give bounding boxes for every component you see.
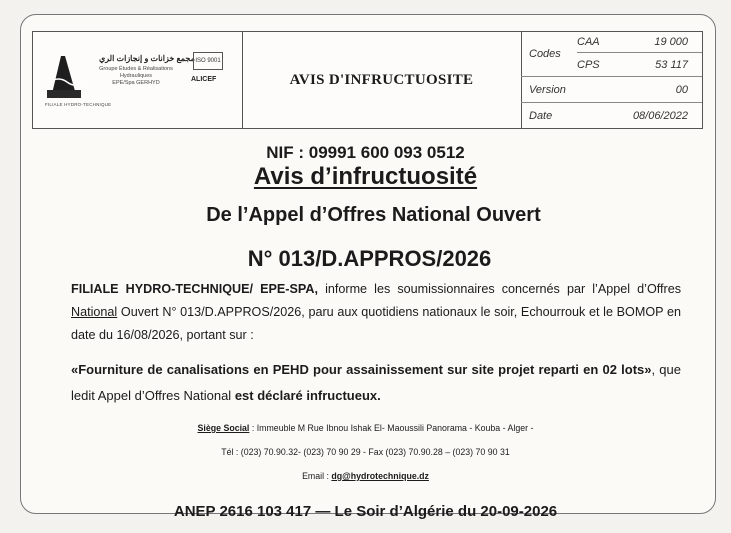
header-title: AVIS D'INFRUCTUOSITE (242, 32, 522, 128)
notice-paragraph-2: «Fourniture de canalisations en PEHD pour assainissement sur site projet reparti en 02 lots», que ledit Appel d’Offres National est déclaré infructueux. (71, 362, 681, 403)
logo-arabic-name: مجمع خزانات و إنجازات الري (99, 54, 195, 63)
publication-footer: ANEP 2616 103 417 — Le Soir d’Algérie du 20-09-2026 (173, 503, 558, 520)
notice-subtitle: De l’Appel d’Offres National Ouvert (206, 204, 541, 226)
company-logo-icon (47, 52, 81, 98)
head-office-address: Siège Social : Immeuble M Rue Ibnou Ishak El- Maoussili Panorama - Kouba - Alger - (197, 423, 534, 433)
email-line: Email : dg@hydrotechnique.dz (302, 471, 429, 481)
company-logo-block (33, 32, 243, 128)
nif-number: NIF : 09991 600 093 0512 (266, 143, 465, 162)
tender-reference: N° 013/D.APPROS/2026 (247, 246, 492, 271)
notice-paragraph-1: FILIALE HYDRO-TECHNIQUE/ EPE-SPA, informe les soumissionnaires concernés par l’Appel d’Offres National Ouvert N° 013/D.APPROS/2026, paru aux quotidiens nationaux le soir, Echourrouk et le BOMOP en date du 16/08/2026, portant sur : (71, 282, 682, 342)
email-link[interactable]: dg@hydrotechnique.dz (331, 471, 429, 481)
notice-title: Avis d’infructuosité (253, 163, 478, 190)
logo-company-tag: FILIALE HYDRO-TECHNIQUE (45, 102, 112, 107)
header-meta-block: CAA 19 000 Codes CPS 53 117 Version 00 Date 08/06/2022 (521, 32, 702, 128)
iso-badge: ISO 9001 (193, 52, 223, 70)
logo-french-name: Groupe Études & Réalisations Hydrauliques EPE/Spa GERHYD (99, 66, 173, 86)
document-header (32, 31, 703, 129)
alicef-logo: ALICEF (191, 76, 217, 83)
phone-fax-line: Tél : (023) 70.90.32- (023) 70 90 29 - Fax (023) 70.90.28 – (023) 70 90 31 (221, 447, 510, 457)
